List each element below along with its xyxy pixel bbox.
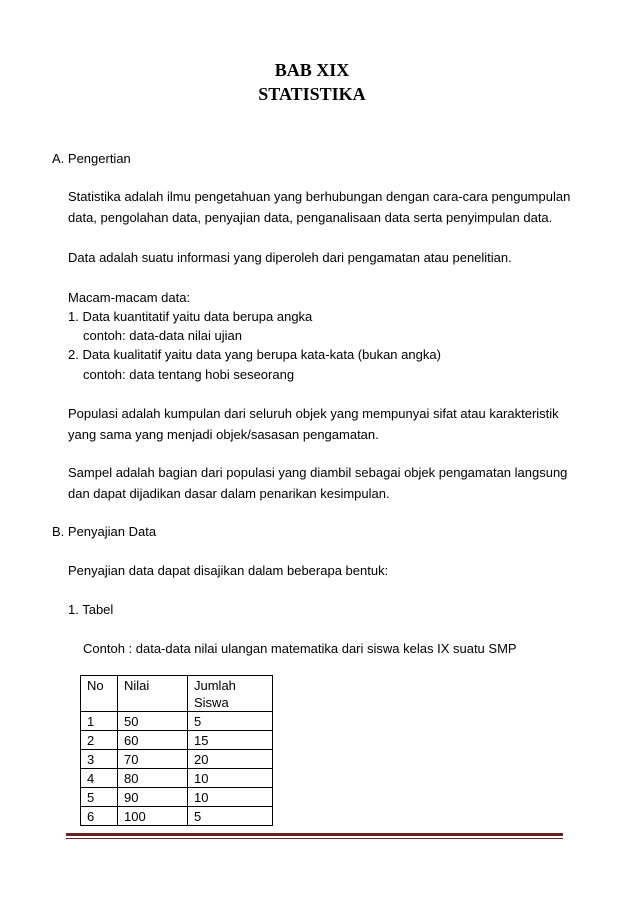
cell-no: 3	[81, 750, 118, 769]
table-row	[81, 807, 273, 826]
cell-nilai: 50	[118, 712, 188, 731]
cell-no: 2	[81, 731, 118, 750]
table-row	[81, 788, 273, 807]
footer-rule-thick	[66, 833, 563, 836]
cell-jumlah: 5	[188, 807, 273, 826]
cell-jumlah: 15	[188, 731, 273, 750]
cell-nilai: 70	[118, 750, 188, 769]
definition-population-line2: yang sama yang menjadi objek/sasasan pengamatan.	[68, 427, 379, 442]
table-row	[81, 750, 273, 769]
subsection-table-heading: 1. Tabel	[68, 602, 114, 617]
definition-sample-line1: Sampel adalah bagian dari populasi yang diambil sebagai objek pengamatan langsung	[68, 465, 568, 480]
header-no: No	[81, 676, 118, 712]
section-a-heading: A. Pengertian	[52, 151, 131, 166]
chapter-title: BAB XIX	[274, 60, 350, 80]
definition-sample-line2: dan dapat dijadikan dasar dalam penarikan kesimpulan.	[68, 486, 390, 501]
cell-nilai: 80	[118, 769, 188, 788]
definition-population-line1: Populasi adalah kumpulan dari seluruh objek yang mempunyai sifat atau karakteristik	[68, 406, 559, 421]
subject-title: STATISTIKA	[258, 84, 366, 104]
cell-no: 4	[81, 769, 118, 788]
data-type-1-example: contoh: data-data nilai ujian	[83, 328, 243, 343]
definition-statistika-line1: Statistika adalah ilmu pengetahuan yang berhubungan dengan cara-cara pengumpulan	[68, 189, 571, 204]
footer-rule-thin	[66, 838, 563, 839]
data-type-2-example: contoh: data tentang hobi seseorang	[83, 367, 295, 382]
header-nilai: Nilai	[118, 676, 188, 712]
table-example-caption: Contoh : data-data nilai ulangan matematika dari siswa kelas IX suatu SMP	[83, 641, 517, 656]
table-row	[81, 712, 273, 731]
table-row	[81, 769, 273, 788]
cell-nilai: 100	[118, 807, 188, 826]
definition-data: Data adalah suatu informasi yang diperoleh dari pengamatan atau penelitian.	[68, 250, 512, 265]
table-header-row	[81, 676, 273, 712]
cell-nilai: 90	[118, 788, 188, 807]
cell-no: 1	[81, 712, 118, 731]
table-row	[81, 731, 273, 750]
data-type-1: 1. Data kuantitatif yaitu data berupa angka	[68, 309, 313, 324]
cell-jumlah: 5	[188, 712, 273, 731]
data-type-2: 2. Data kualitatif yaitu data yang berupa kata-kata (bukan angka)	[68, 347, 441, 362]
cell-jumlah: 10	[188, 769, 273, 788]
cell-no: 6	[81, 807, 118, 826]
section-b-intro: Penyajian data dapat disajikan dalam beberapa bentuk:	[68, 563, 389, 578]
cell-jumlah: 10	[188, 788, 273, 807]
score-table	[80, 675, 273, 826]
definition-statistika-line2: data, pengolahan data, penyajian data, penganalisaan data serta penyimpulan data.	[68, 210, 553, 225]
header-jumlah-siswa: Jumlah Siswa	[188, 676, 273, 712]
cell-no: 5	[81, 788, 118, 807]
cell-nilai: 60	[118, 731, 188, 750]
data-types-heading: Macam-macam data:	[68, 290, 191, 305]
cell-jumlah: 20	[188, 750, 273, 769]
section-b-heading: B. Penyajian Data	[52, 524, 157, 539]
